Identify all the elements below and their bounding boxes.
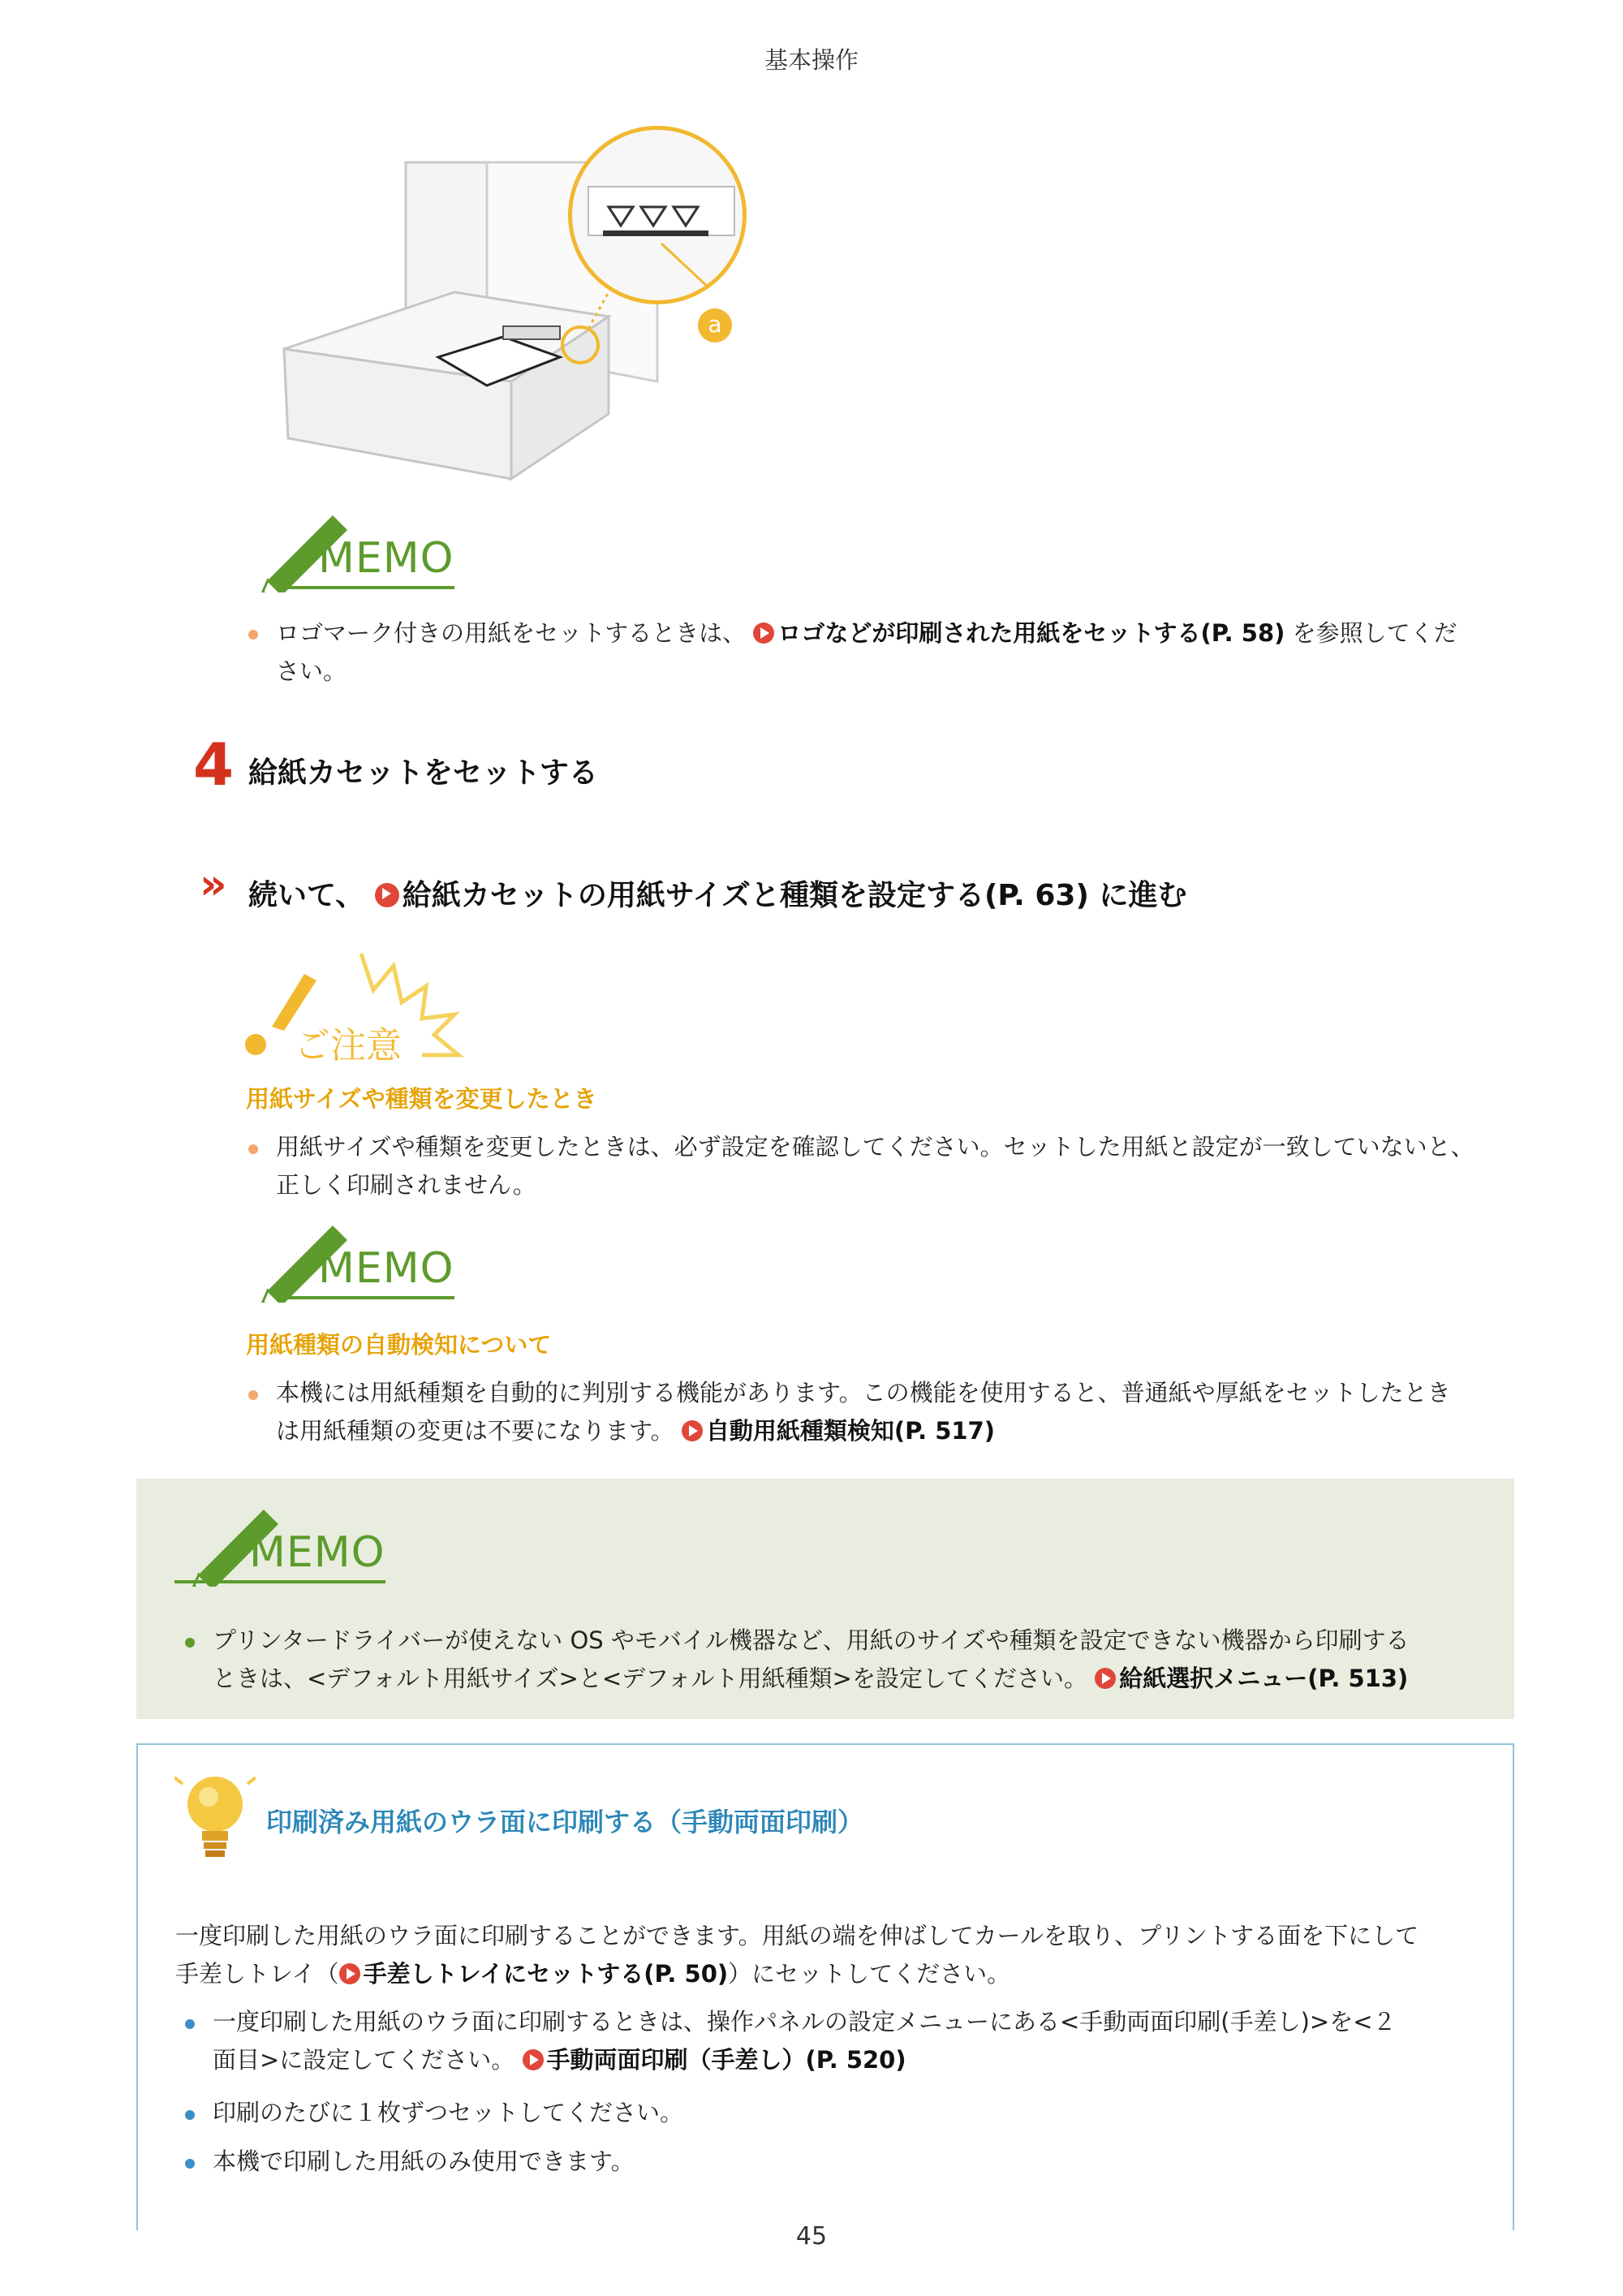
limit-marks-drawing bbox=[572, 130, 743, 300]
cassette-settings-link-text: 給紙カセットの用紙サイズと種類を設定する(P. 63) bbox=[402, 879, 1089, 912]
auto-paper-detect-link-text: 自動用紙種類検知(P. 517) bbox=[705, 1417, 995, 1445]
tip-bullet-3 bbox=[213, 2143, 1503, 2181]
page-number: 45 bbox=[795, 2222, 828, 2251]
link-arrow-icon bbox=[1095, 1668, 1116, 1689]
link-arrow-icon bbox=[523, 2049, 544, 2070]
memo-label: MEMO bbox=[249, 1528, 385, 1577]
caution-heading: 用紙サイズや種類を変更したとき bbox=[246, 1085, 597, 1113]
tip-bullet1-line1: 一度印刷した用紙のウラ面に印刷するときは、操作パネルの設定メニューにある<手動両面印刷(手差し)>を<２ bbox=[213, 2008, 1397, 2035]
logo-paper-link-text: ロゴなどが印刷された用紙をセットする(P. 58) bbox=[777, 619, 1285, 647]
manual-duplex-link[interactable] bbox=[523, 2046, 906, 2074]
link-arrow-icon bbox=[753, 622, 774, 644]
result-line bbox=[248, 872, 1466, 914]
tip-bullet2-text: 印刷のたびに１枚ずつセットしてください。 bbox=[213, 2099, 684, 2126]
paper-source-menu-link[interactable] bbox=[1095, 1665, 1408, 1692]
memo2-heading: 用紙種類の自動検知について bbox=[246, 1331, 552, 1359]
memo2-bullet bbox=[276, 1374, 1526, 1450]
caution-label: ご注意 bbox=[295, 1025, 402, 1066]
bullet-dot bbox=[185, 1638, 195, 1648]
result-marker: » bbox=[200, 860, 227, 909]
memo-underline bbox=[288, 586, 454, 589]
tip-bullet-1 bbox=[213, 2003, 1503, 2079]
memo1-text: ロゴマーク付きの用紙をセットするときは、 bbox=[276, 619, 747, 647]
memo-underline bbox=[174, 1580, 385, 1583]
manual-feed-tray-link[interactable] bbox=[339, 1960, 729, 1988]
caution-text-line1: 用紙サイズや種類を変更したときは、必ず設定を確認してください。セットした用紙と設定が一致していないと、 bbox=[276, 1133, 1474, 1161]
link-arrow-icon bbox=[682, 1420, 703, 1441]
memo3-text-line1: プリンタードライバーが使えない OS やモバイル機器など、用紙のサイズや種類を設定できない機器から印刷する bbox=[213, 1626, 1410, 1654]
paper-source-menu-link-text: 給紙選択メニュー(P. 513) bbox=[1119, 1665, 1409, 1692]
bullet-dot bbox=[185, 2159, 195, 2169]
bullet-dot bbox=[248, 1144, 258, 1154]
memo3-text-line2: ときは、<デフォルト用紙サイズ>と<デフォルト用紙種類>を設定してください。 bbox=[213, 1665, 1087, 1692]
tip-paragraph bbox=[175, 1917, 1490, 1993]
memo1-text-line2: さい。 bbox=[276, 657, 347, 685]
tip-para-line1: 一度印刷した用紙のウラ面に印刷することができます。用紙の端を伸ばしてカールを取り、プリントする面を下にして bbox=[175, 1922, 1419, 1949]
tip-para-line2: 手差しトレイ（ bbox=[175, 1960, 339, 1988]
tip-title: 印刷済み用紙のウラ面に印刷する（手動両面印刷） bbox=[266, 1807, 864, 1837]
cassette-settings-link[interactable] bbox=[375, 879, 1089, 912]
callout-label-a: a bbox=[698, 308, 732, 342]
memo3-bullet bbox=[213, 1622, 1503, 1698]
lightbulb-icon bbox=[174, 1768, 256, 1873]
bullet-dot bbox=[185, 2110, 195, 2120]
caution-header bbox=[239, 941, 483, 1066]
result-text-after: に進む bbox=[1099, 879, 1187, 912]
memo-label: MEMO bbox=[318, 1244, 454, 1293]
step-title: 給紙カセットをセットする bbox=[248, 756, 598, 790]
lightbulb-drawing bbox=[174, 1768, 256, 1873]
auto-paper-detect-link[interactable] bbox=[682, 1417, 995, 1445]
caution-bullet bbox=[276, 1128, 1526, 1204]
bullet-dot bbox=[248, 630, 258, 640]
logo-paper-link[interactable] bbox=[753, 619, 1285, 647]
manual-duplex-link-text: 手動両面印刷（手差し）(P. 520) bbox=[546, 2046, 906, 2074]
magnified-callout bbox=[568, 126, 747, 304]
memo1-bullet bbox=[276, 614, 1526, 691]
bullet-dot bbox=[248, 1390, 258, 1400]
link-arrow-icon bbox=[375, 883, 399, 907]
page-header: 基本操作 bbox=[764, 46, 859, 74]
tip-bullet-2 bbox=[213, 2094, 1503, 2132]
memo2-text-line1: 本機には用紙種類を自動的に判別する機能があります。この機能を使用すると、普通紙や厚紙をセットしたとき bbox=[276, 1379, 1451, 1406]
memo-header-3 bbox=[174, 1497, 418, 1595]
link-arrow-icon bbox=[339, 1963, 360, 1984]
step-number: 4 bbox=[193, 730, 235, 799]
caution-text-line2: 正しく印刷されません。 bbox=[276, 1171, 536, 1199]
tip-para-line2-after: ）にセットしてください。 bbox=[728, 1960, 1011, 1988]
memo1-text-after: を参照してくだ bbox=[1292, 619, 1457, 647]
memo2-text-line2: は用紙種類の変更は不要になります。 bbox=[276, 1417, 674, 1445]
memo-label: MEMO bbox=[318, 534, 454, 583]
memo-underline bbox=[288, 1296, 454, 1299]
tip-bullet3-text: 本機で印刷した用紙のみ使用できます。 bbox=[213, 2147, 635, 2175]
memo-header-2 bbox=[243, 1213, 487, 1311]
manual-feed-tray-link-text: 手差しトレイにセットする(P. 50) bbox=[363, 1960, 729, 1988]
bullet-dot bbox=[185, 2019, 195, 2029]
memo-header-1 bbox=[243, 503, 487, 601]
result-text: 続いて、 bbox=[248, 879, 365, 912]
tip-bullet1-line2: 面目>に設定してください。 bbox=[213, 2046, 515, 2074]
